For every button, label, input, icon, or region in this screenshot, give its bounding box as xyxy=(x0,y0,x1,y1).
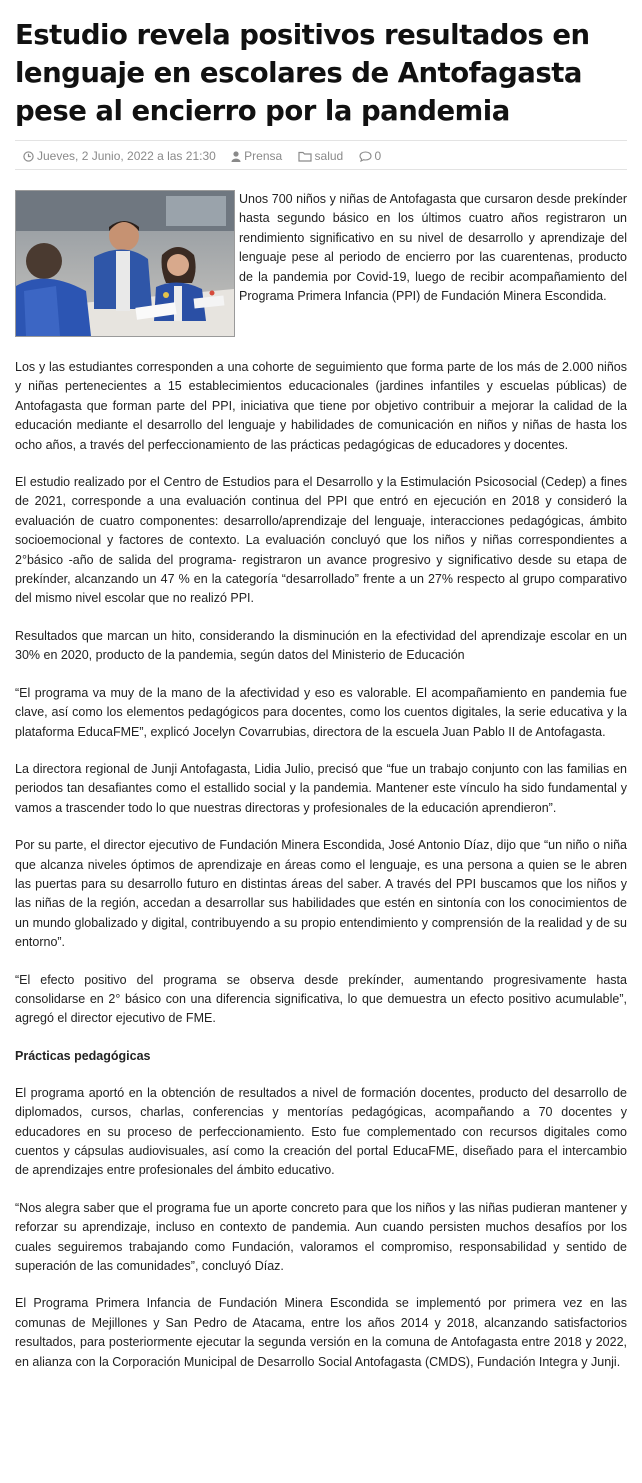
meta-date-text: Jueves, 2 Junio, 2022 a las 21:30 xyxy=(37,148,216,163)
paragraph-9: El programa aportó en la obtención de resultados a nivel de formación docentes, producto del desarrollo de diplomados, cursos, charlas, conferencias y mentorías pedagógicas, acompañando a 70 docentes y educadores en su proceso de perfeccionamiento. Esto fue complementado con recursos digitales como cuentos y cápsulas audiovisuales, así como la creación del portal EducaFME, diseñado para el intercambio de aprendizajes entre profesionales del ámbito educativo. xyxy=(15,1085,627,1178)
article-title: Estudio revela positivos resultados en lenguaje en escolares de Antofagasta pese al encierro por la pandemia xyxy=(15,19,590,127)
paragraph-6: La directora regional de Junji Antofagasta, Lidia Julio, precisó que “fue un trabajo conjunto con las familias en periodos tan desafiantes como el estallido social y la pandemia. Mantener este vínculo ha sido fundamental y vamos a trascender todo lo que nuestras directoras y profesionales de la educación aprendieron”. xyxy=(15,761,627,815)
paragraph-4: Resultados que marcan un hito, considerando la disminución en la efectividad del aprendizaje escolar en un 30% en 2020, producto de la pandemia, según datos del Ministerio de Educación xyxy=(15,628,627,663)
meta-category[interactable] xyxy=(298,142,344,170)
article-photo xyxy=(15,190,235,337)
paragraph-5: “El programa va muy de la mano de la afectividad y eso es valorable. El acompañamiento en pandemia fue clave, así como los elementos pedagógicos para docentes, como los cuentos digitales, la serie educativa y la plataforma EducaFME”, explicó Jocelyn Covarrubias, directora de la escuela Juan Pablo II de Antofagasta. xyxy=(15,685,627,739)
article-body xyxy=(15,190,627,1372)
paragraph-10: “Nos alegra saber que el programa fue un aporte concreto para que los niños y las niñas pudieran mantener y reforzar su aprendizaje, incluso en contexto de pandemia. Aun cuando persisten muchos desafíos por los cuales seguiremos trabajando como Fundación, valoramos el compromiso, responsabilidad y sentido de superación de las comunidades”, concluyó Díaz. xyxy=(15,1200,627,1274)
meta-comments-link[interactable]: 0 xyxy=(374,148,382,163)
comment-icon xyxy=(359,151,372,162)
paragraph-11: El Programa Primera Infancia de Fundación Minera Escondida se implementó por primera vez en las comunas de Mejillones y San Pedro de Atacama, entre los años 2014 y 2018, alcanzando satisfactorios resultados, para posteriormente ejecutar la segunda versión en la comuna de Antofagasta entre 2018 y 2022, en alianza con la Corporación Municipal de Desarrollo Social Antofagasta (CMDS), Fundación Integra y Junji. xyxy=(15,1296,627,1369)
paragraph-7: Por su parte, el director ejecutivo de Fundación Minera Escondida, José Antonio Díaz, dijo que “un niño o niña que alcanza niveles óptimos de aprendizaje en áreas como el lenguaje, es una persona a quien se le abren las puertas para su desarrollo futuro en distintas áreas del saber. A través del PPI buscamos que los niños y las niñas de la región, accedan a desarrollar sus habilidades que estén en sintonía con los conocimientos de un mundo globalizado y digital, contribuyendo a su propio entendimiento y comprensión de la realidad y de su entorno”. xyxy=(15,838,627,950)
meta-author-link[interactable]: Prensa xyxy=(244,148,283,163)
paragraph-3: El estudio realizado por el Centro de Estudios para el Desarrollo y la Estimulación Psicosocial (Cedep) a fines de 2021, corresponde a una evaluación continua del PPI que entró en ejecución en 2018 y consideró la evaluación de cuatro componentes: desarrollo/aprendizaje del lenguaje, interacciones pedagógicas, ámbito socioemocional y factores de contexto. La evaluación concluyó que los niños y niñas correspondientes a 2°básico -año de salida del programa- registraron un avance progresivo y significativo desde su etapa de prekínder, alcanzando un 47 % en la categoría “desarrollado” frente a un 27% respecto al grupo comparativo del mismo nivel escolar que no realizó PPI. xyxy=(15,475,627,606)
meta-author[interactable] xyxy=(231,142,282,170)
meta-comments[interactable] xyxy=(359,142,382,170)
article-lead xyxy=(15,190,627,341)
user-icon xyxy=(231,151,241,162)
article-container xyxy=(15,0,627,1372)
children-classroom-image xyxy=(16,191,234,336)
clock-icon xyxy=(23,151,34,162)
paragraph-2: Los y las estudiantes corresponden a una cohorte de seguimiento que forma parte de los más de 2.000 niños y niñas pertenecientes a 15 establecimientos educacionales (jardines infantiles y escuelas públicas) de Antofagasta que forman parte del PPI, iniciativa que tiene por objetivo contribuir a mejorar la calidad de la educación mediante el desarrollo del lenguaje y habilidades de comunicación en niños y niñas de hasta los ocho años, a través del perfeccionamiento de las prácticas pedagógicas de educadores y docentes. xyxy=(15,360,627,452)
article-meta xyxy=(15,140,627,170)
meta-date xyxy=(23,142,216,170)
meta-category-link[interactable]: salud xyxy=(314,148,344,163)
paragraph-8: “El efecto positivo del programa se observa desde prekínder, aumentando progresivamente hasta consolidarse en 2° básico con una diferencia significativa, lo que demuestra un efecto positivo acumulable”, agregó el director ejecutivo de FME. xyxy=(15,972,627,1026)
paragraph-1: Unos 700 niños y niñas de Antofagasta que cursaron desde prekínder hasta segundo básico en los últimos cuatro años registraron un rendimiento significativo en su nivel de desarrollo y aprendizaje del lenguaje pese al periodo de encierro por las cuarentenas, producto de la pandemia por Covid-19, luego de recibir acompañamiento del Programa Primera Infancia (PPI) de Fundación Minera Escondida. xyxy=(239,192,627,304)
subheading: Prácticas pedagógicas xyxy=(15,1048,151,1063)
folder-icon xyxy=(298,151,312,162)
